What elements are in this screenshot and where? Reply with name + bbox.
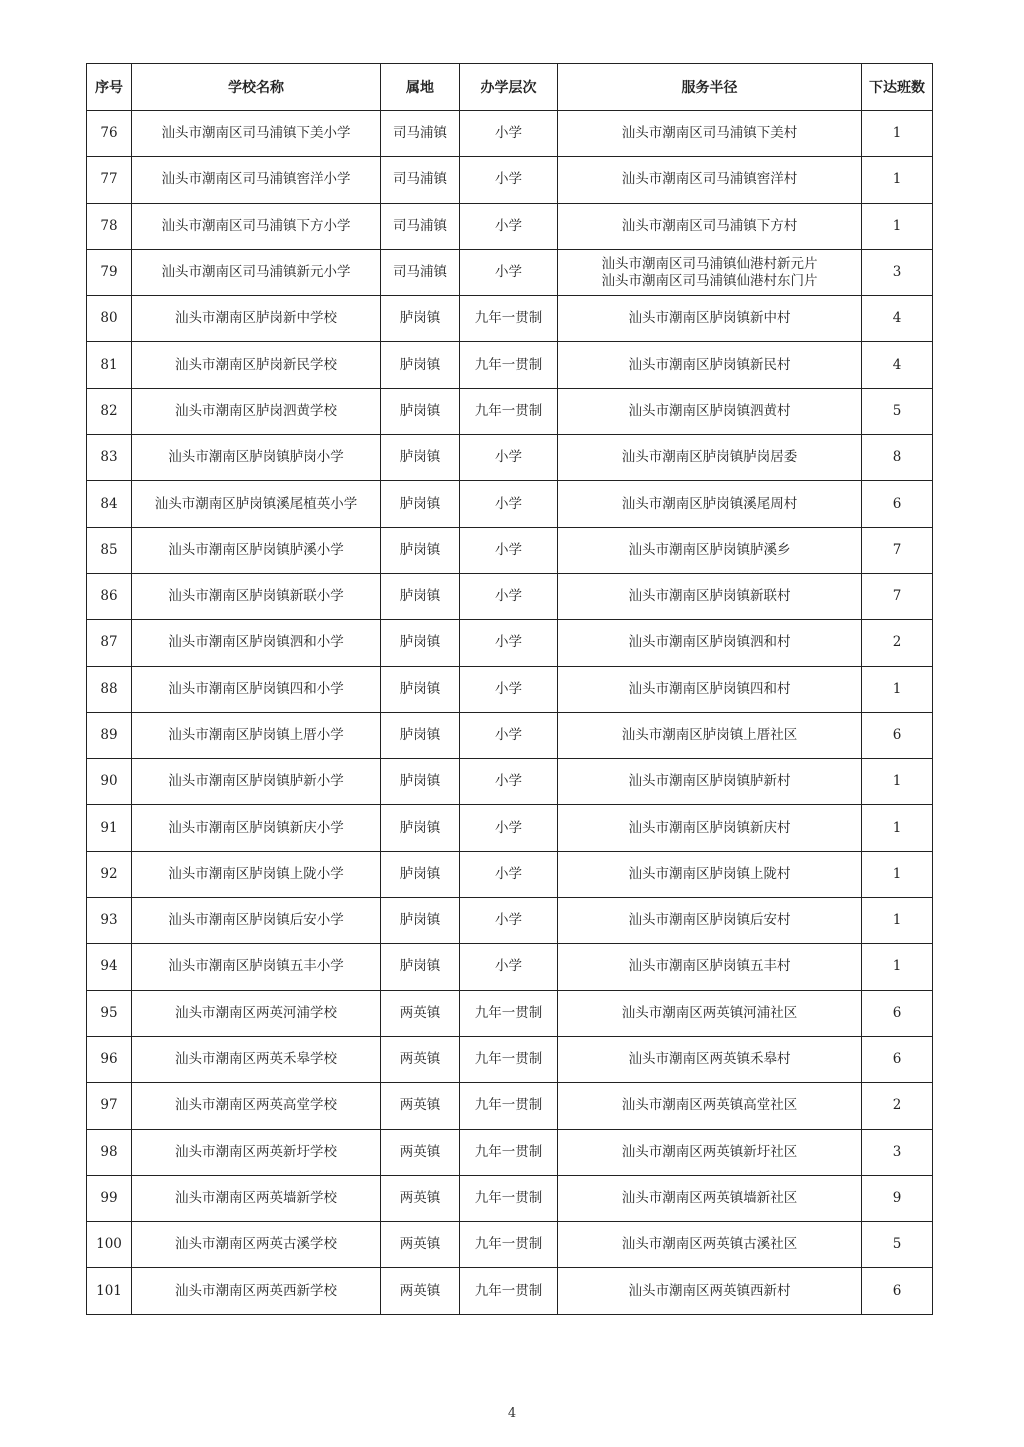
cell-class-count: 6 xyxy=(862,990,933,1036)
cell-no: 99 xyxy=(87,1175,132,1221)
cell-school-level: 九年一贯制 xyxy=(460,990,558,1036)
cell-class-count: 4 xyxy=(862,342,933,388)
table-row xyxy=(87,249,933,295)
cell-locality: 两英镇 xyxy=(381,1036,460,1082)
cell-class-count: 6 xyxy=(862,1268,933,1314)
table-row xyxy=(87,296,933,342)
cell-locality: 胪岗镇 xyxy=(381,712,460,758)
cell-service-radius xyxy=(558,296,862,342)
cell-class-count: 1 xyxy=(862,666,933,712)
cell-class-count: 3 xyxy=(862,249,933,295)
header-no: 序号 xyxy=(87,64,132,111)
cell-class-count: 2 xyxy=(862,1083,933,1129)
cell-school-level: 九年一贯制 xyxy=(460,1129,558,1175)
cell-school-name: 汕头市潮南区两英墙新学校 xyxy=(132,1175,381,1221)
cell-locality: 胪岗镇 xyxy=(381,805,460,851)
cell-service-radius xyxy=(558,851,862,897)
cell-class-count: 1 xyxy=(862,851,933,897)
cell-locality: 司马浦镇 xyxy=(381,111,460,157)
table-row xyxy=(87,481,933,527)
cell-school-level: 小学 xyxy=(460,944,558,990)
cell-locality: 两英镇 xyxy=(381,1222,460,1268)
service-radius-line: 汕头市潮南区胪岗镇新中村 xyxy=(628,310,791,327)
cell-school-name: 汕头市潮南区两英古溪学校 xyxy=(132,1222,381,1268)
service-radius-line: 汕头市潮南区两英镇墙新社区 xyxy=(621,1189,798,1206)
cell-no: 79 xyxy=(87,249,132,295)
table-row xyxy=(87,898,933,944)
cell-school-name: 汕头市潮南区胪岗镇胪溪小学 xyxy=(132,527,381,573)
cell-school-name: 汕头市潮南区司马浦镇下方小学 xyxy=(132,203,381,249)
cell-school-name: 汕头市潮南区胪岗镇新联小学 xyxy=(132,573,381,619)
cell-school-name: 汕头市潮南区司马浦镇下美小学 xyxy=(132,111,381,157)
cell-service-radius xyxy=(558,527,862,573)
cell-no: 81 xyxy=(87,342,132,388)
service-radius-line: 汕头市潮南区胪岗镇五丰村 xyxy=(628,958,791,975)
service-radius-line: 汕头市潮南区司马浦镇仙港村新元片 xyxy=(601,255,818,272)
table-row xyxy=(87,1222,933,1268)
cell-school-name: 汕头市潮南区两英禾皋学校 xyxy=(132,1036,381,1082)
service-radius-line: 汕头市潮南区胪岗镇四和村 xyxy=(628,680,791,697)
cell-service-radius xyxy=(558,111,862,157)
cell-locality: 胪岗镇 xyxy=(381,759,460,805)
cell-class-count: 9 xyxy=(862,1175,933,1221)
cell-school-level: 小学 xyxy=(460,527,558,573)
cell-no: 86 xyxy=(87,573,132,619)
table-row xyxy=(87,759,933,805)
cell-school-level: 九年一贯制 xyxy=(460,296,558,342)
cell-school-level: 九年一贯制 xyxy=(460,1175,558,1221)
service-radius-line: 汕头市潮南区两英镇高堂社区 xyxy=(621,1097,798,1114)
cell-locality: 胪岗镇 xyxy=(381,527,460,573)
cell-service-radius xyxy=(558,157,862,203)
cell-no: 87 xyxy=(87,620,132,666)
cell-class-count: 1 xyxy=(862,759,933,805)
cell-locality: 胪岗镇 xyxy=(381,481,460,527)
cell-service-radius xyxy=(558,1036,862,1082)
cell-school-level: 九年一贯制 xyxy=(460,1268,558,1314)
cell-service-radius xyxy=(558,203,862,249)
cell-locality: 胪岗镇 xyxy=(381,388,460,434)
service-radius-line: 汕头市潮南区两英镇新圩社区 xyxy=(621,1143,798,1160)
cell-no: 95 xyxy=(87,990,132,1036)
cell-school-name: 汕头市潮南区胪岗镇上厝小学 xyxy=(132,712,381,758)
cell-school-name: 汕头市潮南区两英高堂学校 xyxy=(132,1083,381,1129)
cell-school-level: 小学 xyxy=(460,203,558,249)
cell-no: 78 xyxy=(87,203,132,249)
cell-school-name: 汕头市潮南区胪岗镇上陇小学 xyxy=(132,851,381,897)
cell-service-radius xyxy=(558,342,862,388)
cell-school-name: 汕头市潮南区两英西新学校 xyxy=(132,1268,381,1314)
cell-locality: 两英镇 xyxy=(381,990,460,1036)
table-row xyxy=(87,990,933,1036)
cell-school-level: 小学 xyxy=(460,805,558,851)
cell-no: 77 xyxy=(87,157,132,203)
table-row xyxy=(87,111,933,157)
cell-locality: 胪岗镇 xyxy=(381,342,460,388)
service-radius-line: 汕头市潮南区两英镇禾皋村 xyxy=(628,1051,791,1068)
cell-class-count: 1 xyxy=(862,157,933,203)
cell-class-count: 7 xyxy=(862,527,933,573)
cell-school-level: 小学 xyxy=(460,759,558,805)
cell-school-name: 汕头市潮南区胪岗镇溪尾植英小学 xyxy=(132,481,381,527)
cell-class-count: 1 xyxy=(862,203,933,249)
cell-class-count: 1 xyxy=(862,805,933,851)
table-row xyxy=(87,712,933,758)
table-row xyxy=(87,1268,933,1314)
cell-school-level: 小学 xyxy=(460,573,558,619)
cell-service-radius xyxy=(558,481,862,527)
cell-no: 96 xyxy=(87,1036,132,1082)
cell-class-count: 4 xyxy=(862,296,933,342)
cell-class-count: 6 xyxy=(862,481,933,527)
cell-locality: 司马浦镇 xyxy=(381,203,460,249)
cell-no: 83 xyxy=(87,435,132,481)
table-row xyxy=(87,435,933,481)
cell-service-radius xyxy=(558,573,862,619)
table-row xyxy=(87,620,933,666)
cell-school-name: 汕头市潮南区胪岗镇五丰小学 xyxy=(132,944,381,990)
header-class-count: 下达班数 xyxy=(862,64,933,111)
cell-school-name: 汕头市潮南区胪岗镇泗和小学 xyxy=(132,620,381,666)
table-row xyxy=(87,573,933,619)
service-radius-line: 汕头市潮南区两英镇河浦社区 xyxy=(621,1004,798,1021)
cell-school-name: 汕头市潮南区司马浦镇新元小学 xyxy=(132,249,381,295)
cell-locality: 胪岗镇 xyxy=(381,435,460,481)
cell-no: 93 xyxy=(87,898,132,944)
service-radius-line: 汕头市潮南区胪岗镇胪溪乡 xyxy=(628,541,791,558)
cell-service-radius xyxy=(558,759,862,805)
cell-class-count: 2 xyxy=(862,620,933,666)
cell-class-count: 1 xyxy=(862,944,933,990)
cell-locality: 胪岗镇 xyxy=(381,666,460,712)
table-row xyxy=(87,944,933,990)
cell-locality: 司马浦镇 xyxy=(381,249,460,295)
cell-school-level: 小学 xyxy=(460,111,558,157)
cell-no: 89 xyxy=(87,712,132,758)
service-radius-line: 汕头市潮南区胪岗镇新联村 xyxy=(628,588,791,605)
cell-school-level: 小学 xyxy=(460,620,558,666)
cell-no: 82 xyxy=(87,388,132,434)
cell-locality: 胪岗镇 xyxy=(381,296,460,342)
cell-no: 94 xyxy=(87,944,132,990)
service-radius-line: 汕头市潮南区胪岗镇泗黄村 xyxy=(628,402,791,419)
cell-service-radius xyxy=(558,435,862,481)
cell-school-name: 汕头市潮南区胪岗镇胪新小学 xyxy=(132,759,381,805)
header-school-name: 学校名称 xyxy=(132,64,381,111)
cell-service-radius xyxy=(558,388,862,434)
cell-school-name: 汕头市潮南区胪岗镇后安小学 xyxy=(132,898,381,944)
table-row xyxy=(87,527,933,573)
cell-school-level: 九年一贯制 xyxy=(460,388,558,434)
header-row xyxy=(87,64,933,111)
cell-school-level: 小学 xyxy=(460,157,558,203)
cell-class-count: 5 xyxy=(862,1222,933,1268)
cell-no: 101 xyxy=(87,1268,132,1314)
cell-class-count: 1 xyxy=(862,111,933,157)
cell-no: 97 xyxy=(87,1083,132,1129)
header-locality: 属地 xyxy=(381,64,460,111)
cell-school-name: 汕头市潮南区胪岗镇胪岗小学 xyxy=(132,435,381,481)
cell-school-level: 小学 xyxy=(460,898,558,944)
table-row xyxy=(87,203,933,249)
service-radius-line: 汕头市潮南区胪岗镇胪新村 xyxy=(628,773,791,790)
cell-no: 92 xyxy=(87,851,132,897)
service-radius-line: 汕头市潮南区司马浦镇下美村 xyxy=(621,125,798,142)
cell-locality: 两英镇 xyxy=(381,1175,460,1221)
cell-school-name: 汕头市潮南区司马浦镇窖洋小学 xyxy=(132,157,381,203)
cell-no: 84 xyxy=(87,481,132,527)
service-radius-line: 汕头市潮南区胪岗镇溪尾周村 xyxy=(621,495,798,512)
cell-locality: 两英镇 xyxy=(381,1268,460,1314)
cell-school-name: 汕头市潮南区胪岗镇新庆小学 xyxy=(132,805,381,851)
service-radius-line: 汕头市潮南区两英镇古溪社区 xyxy=(621,1236,798,1253)
cell-no: 76 xyxy=(87,111,132,157)
cell-locality: 司马浦镇 xyxy=(381,157,460,203)
page-number: 4 xyxy=(507,1406,517,1421)
cell-no: 91 xyxy=(87,805,132,851)
cell-no: 88 xyxy=(87,666,132,712)
service-radius-line: 汕头市潮南区胪岗镇新庆村 xyxy=(628,819,791,836)
table-row xyxy=(87,388,933,434)
cell-locality: 两英镇 xyxy=(381,1083,460,1129)
cell-school-level: 小学 xyxy=(460,481,558,527)
cell-class-count: 5 xyxy=(862,388,933,434)
table-body xyxy=(87,111,933,1315)
cell-class-count: 7 xyxy=(862,573,933,619)
cell-school-level: 九年一贯制 xyxy=(460,1083,558,1129)
table-row xyxy=(87,851,933,897)
table-row xyxy=(87,1036,933,1082)
cell-class-count: 6 xyxy=(862,712,933,758)
cell-school-level: 九年一贯制 xyxy=(460,342,558,388)
cell-class-count: 3 xyxy=(862,1129,933,1175)
cell-service-radius xyxy=(558,1175,862,1221)
cell-service-radius xyxy=(558,944,862,990)
cell-locality: 胪岗镇 xyxy=(381,851,460,897)
cell-locality: 胪岗镇 xyxy=(381,944,460,990)
cell-school-level: 九年一贯制 xyxy=(460,1222,558,1268)
cell-school-level: 小学 xyxy=(460,851,558,897)
service-radius-line: 汕头市潮南区胪岗镇后安村 xyxy=(628,912,791,929)
cell-school-name: 汕头市潮南区胪岗镇四和小学 xyxy=(132,666,381,712)
cell-locality: 胪岗镇 xyxy=(381,573,460,619)
service-radius-line: 汕头市潮南区胪岗镇上厝社区 xyxy=(621,727,798,743)
cell-service-radius xyxy=(558,249,862,295)
cell-school-level: 九年一贯制 xyxy=(460,1036,558,1082)
cell-class-count: 8 xyxy=(862,435,933,481)
service-radius-line: 汕头市潮南区司马浦镇下方村 xyxy=(621,217,798,234)
cell-school-name: 汕头市潮南区两英新圩学校 xyxy=(132,1129,381,1175)
cell-no: 80 xyxy=(87,296,132,342)
cell-school-level: 小学 xyxy=(460,249,558,295)
header-service-radius: 服务半径 xyxy=(558,64,862,111)
table-row xyxy=(87,805,933,851)
cell-no: 98 xyxy=(87,1129,132,1175)
service-radius-line: 汕头市潮南区胪岗镇新民村 xyxy=(628,356,791,373)
cell-school-level: 小学 xyxy=(460,435,558,481)
cell-locality: 胪岗镇 xyxy=(381,620,460,666)
header-school-level: 办学层次 xyxy=(460,64,558,111)
cell-school-name: 汕头市潮南区胪岗泗黄学校 xyxy=(132,388,381,434)
service-radius-line: 汕头市潮南区胪岗镇上陇村 xyxy=(628,865,791,882)
cell-school-name: 汕头市潮南区胪岗新中学校 xyxy=(132,296,381,342)
cell-service-radius xyxy=(558,712,862,758)
cell-service-radius xyxy=(558,805,862,851)
service-radius-line: 汕头市潮南区两英镇西新村 xyxy=(628,1282,791,1299)
cell-school-name: 汕头市潮南区两英河浦学校 xyxy=(132,990,381,1036)
cell-class-count: 1 xyxy=(862,898,933,944)
cell-service-radius xyxy=(558,898,862,944)
cell-service-radius xyxy=(558,666,862,712)
cell-service-radius xyxy=(558,1129,862,1175)
cell-locality: 胪岗镇 xyxy=(381,898,460,944)
cell-school-level: 小学 xyxy=(460,712,558,758)
service-radius-line: 汕头市潮南区胪岗镇泗和村 xyxy=(628,634,791,651)
service-radius-line: 汕头市潮南区胪岗镇胪岗居委 xyxy=(621,449,798,466)
cell-service-radius xyxy=(558,1222,862,1268)
cell-no: 100 xyxy=(87,1222,132,1268)
table-row xyxy=(87,342,933,388)
school-class-allocation-table xyxy=(86,63,933,1315)
service-radius-line: 汕头市潮南区司马浦镇窖洋村 xyxy=(621,171,798,188)
table-row xyxy=(87,666,933,712)
table-row xyxy=(87,1129,933,1175)
service-radius-line: 汕头市潮南区司马浦镇仙港村东门片 xyxy=(601,272,818,289)
table-row xyxy=(87,1175,933,1221)
cell-service-radius xyxy=(558,990,862,1036)
cell-school-level: 小学 xyxy=(460,666,558,712)
cell-no: 90 xyxy=(87,759,132,805)
cell-class-count: 6 xyxy=(862,1036,933,1082)
table-row xyxy=(87,1083,933,1129)
cell-school-name: 汕头市潮南区胪岗新民学校 xyxy=(132,342,381,388)
cell-no: 85 xyxy=(87,527,132,573)
cell-service-radius xyxy=(558,1083,862,1129)
cell-service-radius xyxy=(558,620,862,666)
cell-locality: 两英镇 xyxy=(381,1129,460,1175)
cell-service-radius xyxy=(558,1268,862,1314)
table-row xyxy=(87,157,933,203)
